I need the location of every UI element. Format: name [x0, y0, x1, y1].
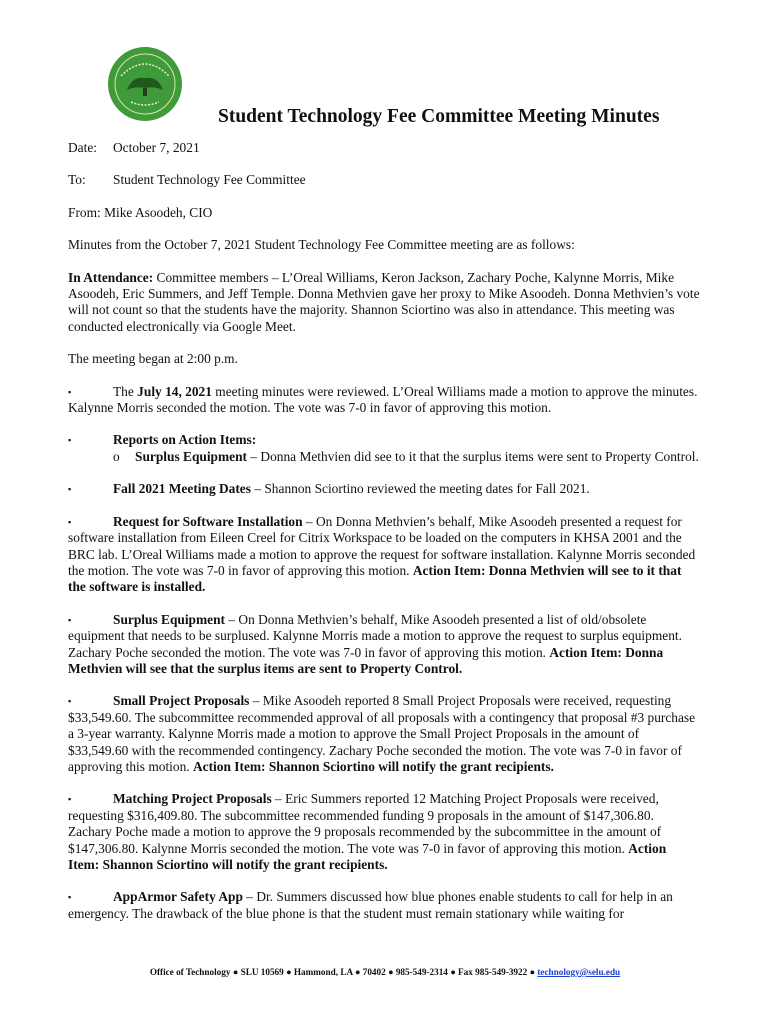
bullet-icon: ▪ — [68, 794, 72, 805]
from-value: Mike Asoodeh, CIO — [104, 204, 213, 220]
to-label: To: — [68, 172, 86, 188]
item-small-projects: ▪ Small Project Proposals – Mike Asoodeh reported 8 Small Project Proposals were received, requesting $33,549.60. The subcommittee recommended approval of all proposals with a contingency that proposal #3 purchase a 3-year warranty. Kalynne Morris made a motion to approve the Small Project Proposals in the amount of $33,549.60 with the recommended contingency. Zachary Poche seconded the motion. The vote was 7-0 in favor of approving this motion. Action Item: Shannon Sciortino will notify the grant recipients. — [68, 693, 696, 774]
attendance-text: Committee members – L’Oreal Williams, Keron Jackson, Zachary Poche, Kalynne Morris, Mike Asoodeh, Eric Summers, and Jeff Temple. Donna Methvien gave her proxy to Mike Asoodeh. Donna Methvien’s vote will not count so that the students have the majority. Shannon Sciortino was also in attendance. This meeting was conducted electronically via Google Meet. — [68, 269, 700, 334]
sub-bullet-icon: o — [113, 448, 120, 464]
page-footer — [0, 967, 770, 977]
bullet-icon: ▪ — [68, 435, 72, 446]
item-surplus: ▪ Surplus Equipment – On Donna Methvien’s behalf, Mike Asoodeh presented a list of old/obsolete equipment that needs to be surplused. Kalynne Morris made a motion to approve the request to surplus equipment. Zachary Poche seconded the motion. The vote was 7-0 in favor of approving this motion. Action Item: Donna Methvien will see that the surplus items are sent to Property Control. — [68, 611, 682, 676]
item-minutes: ▪ The July 14, 2021 meeting minutes were reviewed. L’Oreal Williams made a motion to approve the minutes. Kalynne Morris seconded the motion. The vote was 7-0 in favor of approving this motion. — [68, 383, 698, 416]
bullet-icon: ▪ — [68, 484, 72, 495]
attendance-paragraph — [68, 270, 700, 336]
bullet-icon: ▪ — [68, 614, 72, 625]
sub-item-surplus: o Surplus Equipment – Donna Methvien did see to it that the surplus items were sent to Property Control. — [113, 448, 699, 464]
university-seal-logo — [107, 46, 183, 122]
bullet-icon: ▪ — [68, 386, 72, 397]
item-fall-dates: ▪ Fall 2021 Meeting Dates – Shannon Sciortino reviewed the meeting dates for Fall 2021. — [68, 481, 590, 497]
attendance-label: In Attendance: — [68, 269, 154, 285]
date-label: Date: — [68, 140, 97, 155]
memo-to-row — [68, 172, 700, 188]
memo-date-row — [68, 140, 700, 156]
footer-address: Office of Technology ● SLU 10569 ● Hammond, LA ● 70402 ● 985-549-2314 ● Fax 985-549-3922 ● — [149, 967, 538, 977]
item-software: ▪ Request for Software Installation – On Donna Methvien’s behalf, Mike Asoodeh presented a request for software installation from Eileen Creel for Citrix Workspace to be loaded on the computers in KHSA 2001 and the BRC lab. L’Oreal Williams made a motion to approve the request for software installation. Kalynne Morris seconded the motion. The vote was 7-0 in favor of approving this motion. Action Item: Donna Methvien will see to it that the software is installed. — [68, 513, 696, 595]
from-label: From: — [68, 204, 101, 220]
bullet-icon: ▪ — [68, 892, 72, 903]
footer-email-link[interactable]: technology@selu.edu — [537, 967, 621, 977]
page-title: Student Technology Fee Committee Meeting Minutes — [218, 106, 660, 127]
to-value: Student Technology Fee Committee — [113, 172, 306, 188]
meeting-start-text: The meeting began at 2:00 p.m. — [68, 351, 238, 367]
item-reports: ▪ Reports on Action Items: — [68, 432, 257, 448]
item-matching-projects: ▪ Matching Project Proposals – Eric Summers reported 12 Matching Project Proposals were received, requesting $316,409.80. The subcommittee recommended funding 9 proposals in the amount of $147,306.80. Zachary Poche made a motion to approve the 9 proposals recommended by the subcommittee in the amount of $147,306.80. Kalynne Morris seconded the motion. The vote was 7-0 in favor of approving this motion. Action Item: Shannon Sciortino will notify the grant recipients. — [68, 791, 667, 872]
minutes-body — [68, 140, 700, 922]
memo-from-row — [68, 205, 700, 221]
item-apparmor: ▪ AppArmor Safety App – Dr. Summers discussed how blue phones enable students to call for help in an emergency. The drawback of the blue phone is that the student must remain stationary while waiting for — [68, 889, 673, 921]
date-value: October 7, 2021 — [113, 140, 200, 155]
intro-text: Minutes from the October 7, 2021 Student Technology Fee Committee meeting are as follows: — [68, 237, 575, 253]
bullet-icon: ▪ — [68, 696, 72, 707]
bullet-icon: ▪ — [68, 516, 72, 527]
